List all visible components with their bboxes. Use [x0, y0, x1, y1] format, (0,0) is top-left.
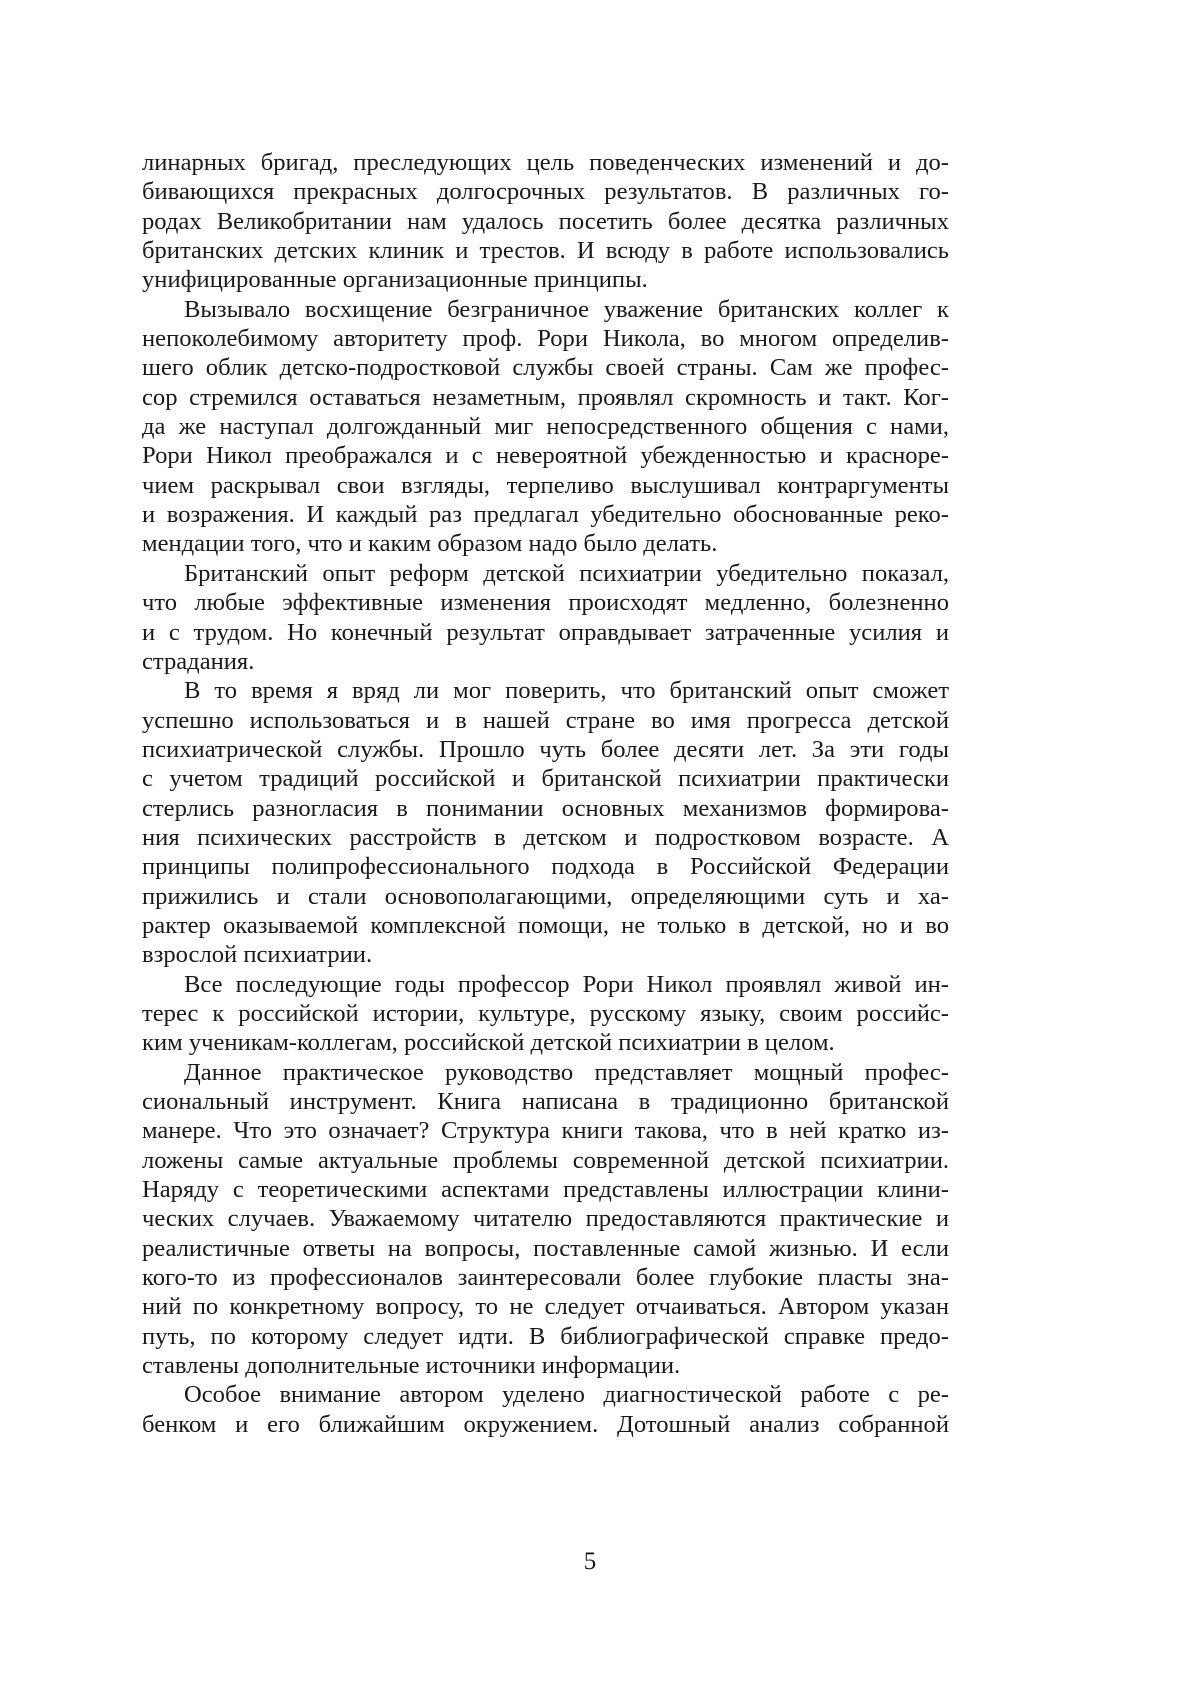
paragraph — [142, 970, 949, 1058]
text-line: Все последующие годы профессор Рори Никол проявлял живой ин- — [184, 970, 949, 998]
text-line: манере. Что это означает? Структура книги такова, что в ней кратко из- — [142, 1117, 949, 1145]
text-line: реалистичные ответы на вопросы, поставленные самой жизнью. И если — [142, 1234, 949, 1262]
text-line: ставлены дополнительные источники информации. — [142, 1352, 681, 1380]
text-line: что любые эффективные изменения происходят медленно, болезненно — [142, 589, 949, 617]
text-line: Вызывало восхищение безграничное уважение британских коллег к — [184, 295, 949, 323]
paragraph — [142, 676, 949, 969]
text-line: Данное практическое руководство представляет мощный профес- — [184, 1058, 949, 1086]
text-line: ния психических расстройств в детском и подростковом возрасте. А — [142, 823, 949, 851]
text-line: да же наступал долгожданный миг непосредственного общения с нами, — [142, 413, 949, 441]
text-line: ложены самые актуальные проблемы современной детской психиатрии. — [142, 1146, 949, 1174]
document-body — [142, 148, 949, 1439]
text-line: ческих случаев. Уважаемому читателю предоставляются практические и — [142, 1205, 949, 1233]
paragraph — [142, 1380, 949, 1439]
text-line: В то время я вряд ли мог поверить, что британский опыт сможет — [184, 677, 949, 705]
text-line: чием раскрывал свои взгляды, терпеливо выслушивал контраргументы — [142, 471, 949, 499]
text-line: унифицированные организационные принципы. — [142, 266, 648, 294]
text-line: страдания. — [142, 647, 255, 675]
text-line: мендации того, что и каким образом надо было делать. — [142, 530, 718, 558]
text-line: успешно использоваться и в нашей стране во имя прогресса детской — [142, 706, 949, 734]
text-line: непоколебимому авторитету проф. Рори Никола, во многом определив- — [142, 325, 949, 353]
text-line: родах Великобритании нам удалось посетить более десятка различных — [142, 207, 949, 235]
text-line: терес к российской истории, культуре, русскому языку, своим российс- — [142, 999, 949, 1027]
text-line: психиатрической службы. Прошло чуть более десяти лет. За эти годы — [142, 735, 949, 763]
text-line: стерлись разногласия в понимании основных механизмов формирова- — [142, 794, 949, 822]
text-line: принципы полипрофессионального подхода в Российской Федерации — [142, 853, 949, 881]
text-line: прижились и стали основополагающими, определяющими суть и ха- — [142, 882, 949, 910]
text-line: Британский опыт реформ детской психиатрии убедительно показал, — [184, 559, 949, 587]
text-line: бенком и его ближайшим окружением. Дотошный анализ собранной — [142, 1410, 949, 1438]
text-line: Наряду с теоретическими аспектами представлены иллюстрации клини- — [142, 1176, 949, 1204]
text-line: и возражения. И каждый раз предлагал убедительно обоснованные реко- — [142, 501, 949, 529]
text-line: взрослой психиатрии. — [142, 941, 373, 969]
text-line: ким ученикам-коллегам, российской детской психиатрии в целом. — [142, 1029, 835, 1057]
text-line: ний по конкретному вопросу, то не следует отчаиваться. Автором указан — [142, 1293, 949, 1321]
text-line: сиональный инструмент. Книга написана в традиционно британской — [142, 1088, 949, 1115]
text-line: путь, по которому следует идти. В библиографической справке предо- — [142, 1322, 949, 1350]
text-line: и с трудом. Но конечный результат оправдывает затраченные усилия и — [142, 618, 949, 646]
text-line: Рори Никол преображался и с невероятной убежденностью и красноре- — [142, 442, 949, 470]
paragraph — [142, 148, 949, 295]
text-line: британских детских клиник и трестов. И всюду в работе использовались — [142, 237, 949, 265]
text-line: сор стремился оставаться незаметным, проявлял скромность и такт. Ког- — [142, 383, 949, 411]
page-number: 5 — [583, 1548, 597, 1575]
paragraph — [142, 295, 949, 559]
paragraph — [142, 559, 949, 676]
paragraph — [142, 1058, 949, 1381]
text-line: Особое внимание автором уделено диагностической работе с ре- — [184, 1381, 949, 1409]
text-line: рактер оказываемой комплексной помощи, не только в детской, но и во — [142, 911, 949, 939]
text-line: шего облик детско-подростковой службы своей страны. Сам же профес- — [142, 354, 949, 382]
text-line: линарных бригад, преследующих цель поведенческих изменений и до- — [142, 149, 949, 176]
text-line: кого-то из профессионалов заинтересовали более глубокие пласты зна- — [142, 1264, 949, 1292]
text-line: бивающихся прекрасных долгосрочных результатов. В различных го- — [142, 178, 949, 206]
text-line: с учетом традиций российской и британской психиатрии практически — [142, 765, 949, 793]
